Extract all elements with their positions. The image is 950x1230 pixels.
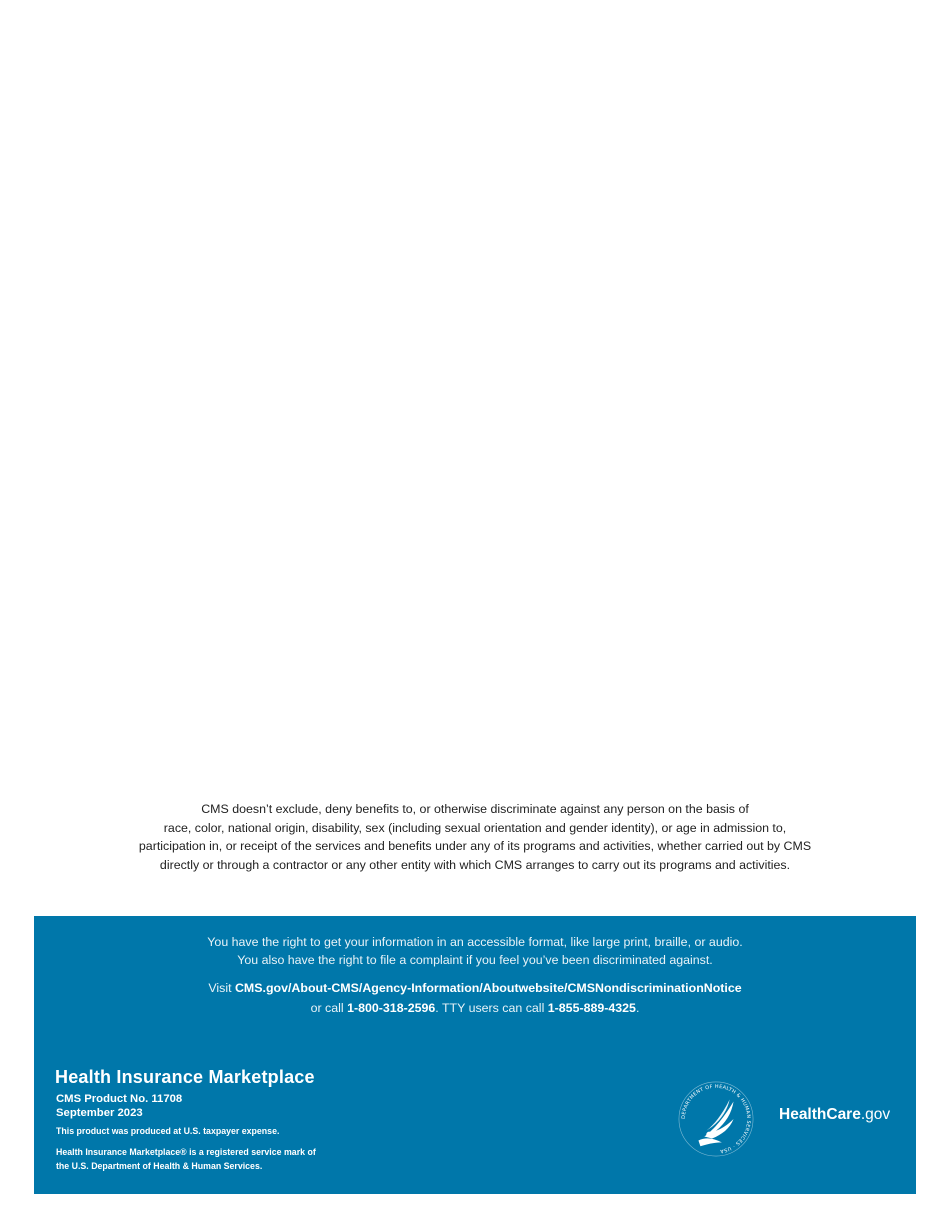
contact-info xyxy=(34,979,916,1018)
svg-text:DEPARTMENT OF HEALTH & HUMAN S xyxy=(681,1084,752,1154)
visit-line xyxy=(34,979,916,999)
notice-line: participation in, or receipt of the services and benefits under any of its programs and activities, whether carried out by CMS xyxy=(138,839,812,854)
nondiscrimination-notice xyxy=(60,800,890,875)
rights-statement xyxy=(34,933,916,970)
marketplace-brand: Health Insurance Marketplace xyxy=(55,1067,315,1087)
visit-prefix: Visit xyxy=(208,981,235,995)
tty-phone-number[interactable]: 1-855-889-4325 xyxy=(547,1000,636,1015)
service-mark-line: the U.S. Department of Health & Human Services. xyxy=(56,1160,263,1171)
call-prefix: or call xyxy=(310,1000,348,1015)
notice-line: race, color, national origin, disability, sex (including sexual orientation and gender identity), or age in admission to, xyxy=(163,820,787,835)
product-number: CMS Product No. 11708 xyxy=(56,1093,183,1105)
notice-line: CMS doesn’t exclude, deny benefits to, or otherwise discriminate against any person on the basis of xyxy=(201,802,749,816)
phone-number[interactable]: 1-800-318-2596 xyxy=(347,1000,436,1015)
rights-line: You also have the right to file a complaint if you feel you’ve been discriminated against. xyxy=(237,953,713,968)
healthcare-gov-logo xyxy=(779,1106,890,1124)
tty-text: . TTY users can call xyxy=(435,1000,548,1015)
seal-text: DEPARTMENT OF HEALTH & HUMAN SERVICES · USA xyxy=(680,1083,752,1154)
product-date: September 2023 xyxy=(56,1107,143,1119)
product-info xyxy=(56,1092,182,1120)
hhs-seal-icon xyxy=(677,1080,755,1158)
service-mark-line: Health Insurance Marketplace® is a registered service mark of xyxy=(56,1147,316,1157)
logo-light: .gov xyxy=(860,1106,891,1123)
notice-line: directly or through a contractor or any other entity with which CMS arranges to carry out its programs and activities. xyxy=(159,858,791,873)
footer-band xyxy=(34,916,916,1194)
logo-strong: HealthCare xyxy=(779,1106,861,1123)
call-end: . xyxy=(635,1000,640,1015)
taxpayer-expense-note: This product was produced at U.S. taxpayer expense. xyxy=(56,1126,280,1136)
call-line xyxy=(34,999,916,1019)
nondiscrimination-url-link[interactable]: CMS.gov/About-CMS/Agency-Information/Aboutwebsite/CMSNondiscriminationNotice xyxy=(234,981,742,995)
rights-line: You have the right to get your information in an accessible format, like large print, braille, or audio. xyxy=(207,935,743,949)
service-mark-note xyxy=(56,1146,316,1173)
